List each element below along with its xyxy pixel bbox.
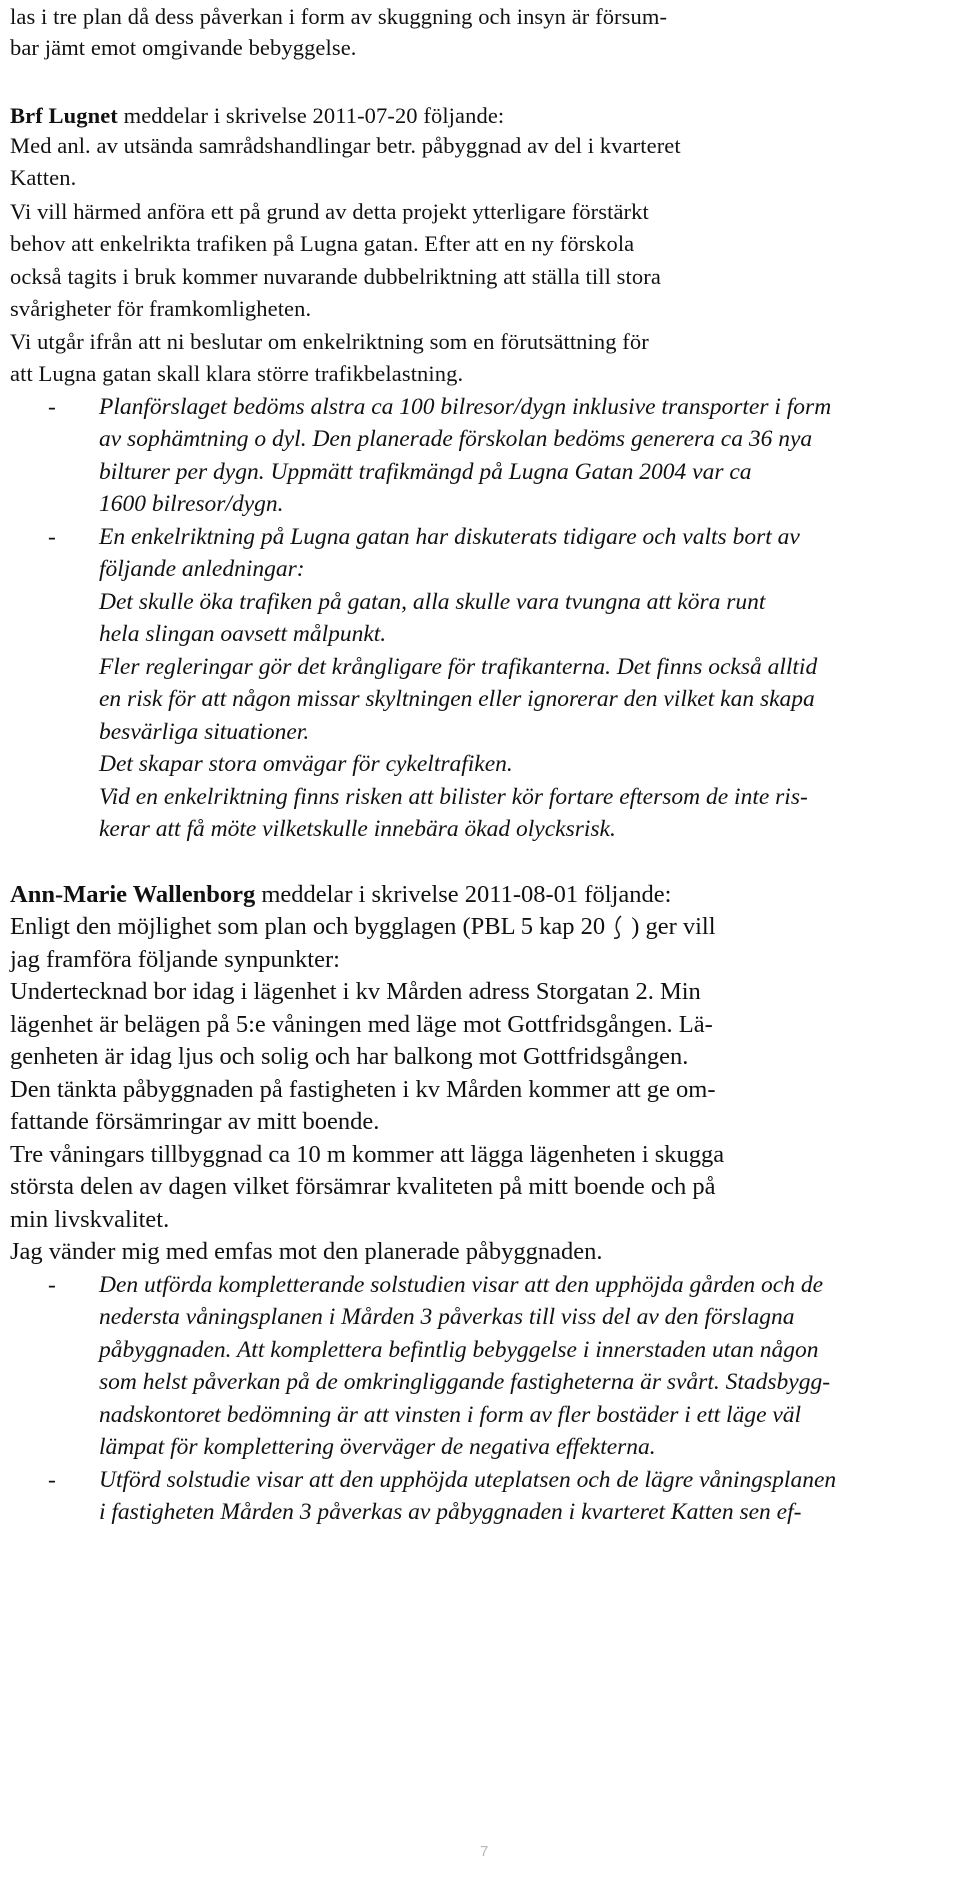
text-line: Tre våningars tillbyggnad ca 10 m kommer att lägga lägenheten i skugga [10, 1141, 725, 1168]
text-line: min livskvalitet. [10, 1206, 170, 1233]
text-line: största delen av dagen vilket försämrar kvaliteten på mitt boende och på [10, 1173, 716, 1200]
bullet-line: Planförslaget bedöms alstra ca 100 bilresor/dygn inklusive transporter i form [99, 394, 832, 420]
text-line: Jag vänder mig med emfas mot den planerade påbyggnaden. [10, 1238, 603, 1265]
text-line: att Lugna gatan skall klara större trafikbelastning. [10, 361, 464, 386]
bullet-line: besvärliga situationer. [99, 719, 310, 745]
bullet-line: lämpat för komplettering överväger de negativa effekterna. [99, 1434, 656, 1460]
text-line: las i tre plan då dess påverkan i form av skuggning och insyn är försum- [10, 4, 668, 29]
text-line [10, 912, 716, 942]
bullet-line: påbyggnaden. Att komplettera befintlig bebyggelse i innerstaden utan någon [99, 1337, 819, 1363]
bullet-line: En enkelriktning på Lugna gatan har diskuterats tidigare och valts bort av [99, 524, 800, 550]
bullet-line: nadskontoret bedömning är att vinsten i form av fler bostäder i ett läge väl [99, 1402, 802, 1428]
bullet-line: 1600 bilresor/dygn. [99, 491, 284, 517]
bullet-line: Utförd solstudie visar att den upphöjda uteplatsen och de lägre våningsplanen [99, 1467, 837, 1493]
pbl-text-after: ) ger vill [631, 913, 716, 940]
paragraph-sign-icon [609, 914, 627, 940]
wallenborg-heading [10, 880, 671, 910]
text-line: bar jämt emot omgivande bebyggelse. [10, 35, 357, 60]
pbl-text-before: Enligt den möjlighet som plan och bygglagen (PBL 5 kap 20 [10, 913, 606, 940]
text-line: Undertecknad bor idag i lägenhet i kv Mården adress Storgatan 2. Min [10, 978, 701, 1005]
sender-name: Ann-Marie Wallenborg [10, 881, 256, 908]
bullet-marker: - [48, 394, 56, 420]
bullet-marker: - [48, 1467, 56, 1493]
bullet-line: Vid en enkelriktning finns risken att bilister kör fortare eftersom de inte ris- [99, 784, 808, 810]
text-line: jag framföra följande synpunkter: [10, 946, 340, 973]
text-line: behov att enkelrikta trafiken på Lugna gatan. Efter att en ny förskola [10, 231, 635, 256]
bullet-line: Den utförda kompletterande solstudien visar att den upphöjda gården och de [99, 1272, 824, 1298]
text-line: också tagits i bruk kommer nuvarande dubbelriktning att ställa till stora [10, 264, 661, 289]
bullet-line: nedersta våningsplanen i Mården 3 påverkas till viss del av den förslagna [99, 1304, 795, 1330]
bullet-marker: - [48, 1272, 56, 1298]
text-line: svårigheter för framkomligheten. [10, 296, 312, 321]
bullet-marker: - [48, 524, 56, 550]
bullet-line: Det skulle öka trafiken på gatan, alla skulle vara tvungna att köra runt [99, 589, 766, 615]
text-line: Med anl. av utsända samrådshandlingar betr. påbyggnad av del i kvarteret [10, 133, 681, 158]
text-line: Den tänkta påbyggnaden på fastigheten i kv Mården kommer att ge om- [10, 1076, 716, 1103]
page-number: 7 [480, 1843, 489, 1860]
bullet-line: följande anledningar: [99, 556, 305, 582]
bullet-line: bilturer per dygn. Uppmätt trafikmängd på Lugna Gatan 2004 var ca [99, 459, 752, 485]
bullet-line: i fastigheten Mården 3 påverkas av påbyggnaden i kvarteret Katten sen ef- [99, 1499, 802, 1525]
bullet-line: Det skapar stora omvägar för cykeltrafiken. [99, 751, 513, 777]
bullet-line: kerar att få möte vilketskulle innebära ökad olycksrisk. [99, 816, 616, 842]
document-page [10, 0, 925, 1878]
bullet-line: en risk för att någon missar skyltningen eller ignorerar den vilket kan skapa [99, 686, 815, 712]
text-line: Katten. [10, 165, 77, 190]
bullet-line: Fler regleringar gör det krångligare för trafikanterna. Det finns också alltid [99, 654, 818, 680]
heading-rest: meddelar i skrivelse 2011-07-20 följande: [117, 103, 505, 128]
text-line: fattande försämringar av mitt boende. [10, 1108, 380, 1135]
text-line: genheten är idag ljus och solig och har balkong mot Gottfridsgången. [10, 1043, 689, 1070]
bullet-line: hela slingan oavsett målpunkt. [99, 621, 387, 647]
bullet-line: av sophämtning o dyl. Den planerade förskolan bedöms generera ca 36 nya [99, 426, 813, 452]
text-line: Vi utgår ifrån att ni beslutar om enkelriktning som en förutsättning för [10, 329, 649, 354]
heading-rest: meddelar i skrivelse 2011-08-01 följande: [255, 881, 672, 908]
sender-name: Brf Lugnet [10, 103, 118, 128]
brf-lugnet-heading [10, 101, 504, 131]
text-line: Vi vill härmed anföra ett på grund av detta projekt ytterligare förstärkt [10, 199, 649, 224]
bullet-line: som helst påverkan på de omkringliggande fastigheterna är svårt. Stadsbygg- [99, 1369, 831, 1395]
text-line: lägenhet är belägen på 5:e våningen med läge mot Gottfridsgången. Lä- [10, 1011, 713, 1038]
